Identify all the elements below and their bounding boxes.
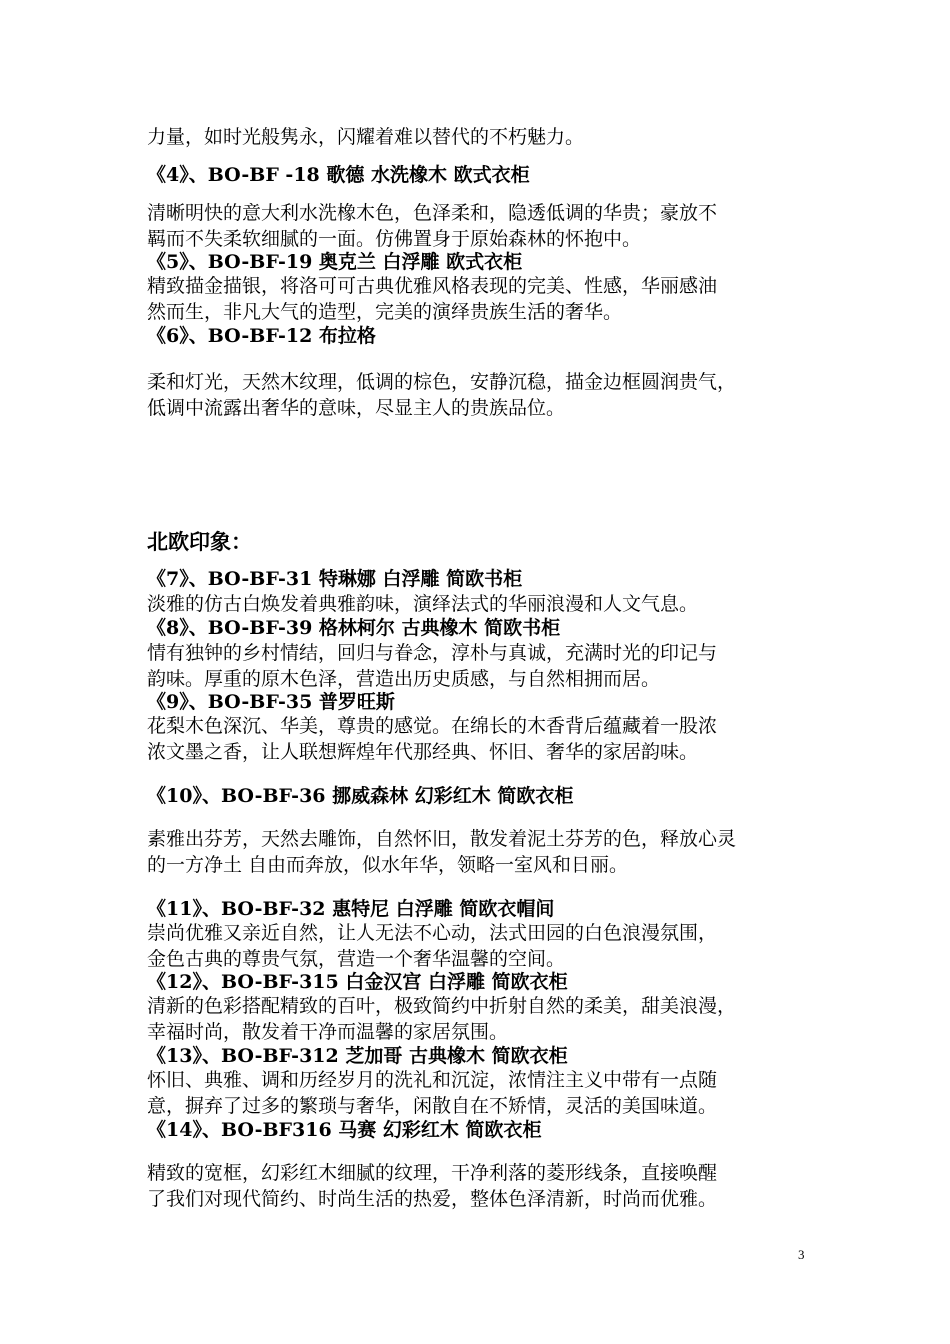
item-12-desc-line: 幸福时尚，散发着干净而温馨的家居氛围。 (147, 1021, 509, 1043)
item-7-heading: 《7》、BO-BF-31 特琳娜 白浮雕 简欧书柜 (147, 568, 523, 590)
item-8-heading: 《8》、BO-BF-39 格林柯尔 古典橡木 简欧书柜 (147, 617, 561, 639)
item-10-desc-line: 素雅出芬芳，天然去雕饰，自然怀旧，散发着泥土芬芳的色，释放心灵 (147, 828, 737, 850)
item-9-heading: 《9》、BO-BF-35 普罗旺斯 (147, 691, 395, 713)
item-5-heading: 《5》、BO-BF-19 奥克兰 白浮雕 欧式衣柜 (147, 251, 523, 273)
item-9-desc-line: 浓文墨之香，让人联想辉煌年代那经典、怀旧、奢华的家居韵味。 (147, 741, 699, 763)
item-14-desc-line: 精致的宽框，幻彩红木细腻的纹理，干净利落的菱形线条，直接唤醒 (147, 1162, 718, 1184)
item-6-heading: 《6》、BO-BF-12 布拉格 (147, 325, 376, 347)
item-11-heading: 《11》、BO-BF-32 惠特尼 白浮雕 简欧衣帽间 (147, 898, 555, 920)
item-12-heading: 《12》、BO-BF-315 白金汉宫 白浮雕 简欧衣柜 (147, 971, 568, 993)
item-5-desc-line: 精致描金描银，将洛可可古典优雅风格表现的完美、性感，华丽感油 (147, 275, 718, 297)
item-5-desc-line: 然而生，非凡大气的造型，完美的演绎贵族生活的奢华。 (147, 301, 623, 323)
item-13-heading: 《13》、BO-BF-312 芝加哥 古典橡木 简欧衣柜 (147, 1045, 568, 1067)
item-8-desc-line: 情有独钟的乡村情结，回归与眷念，淳朴与真诚，充满时光的印记与 (147, 642, 718, 664)
item-4-heading: 《4》、BO-BF -18 歌德 水洗橡木 欧式衣柜 (147, 164, 530, 186)
item-13-desc-line: 意，摒弃了过多的繁琐与奢华，闲散自在不矫情，灵活的美国味道。 (147, 1095, 718, 1117)
item-6-desc-line: 柔和灯光，天然木纹理，低调的棕色，安静沉稳，描金边框圆润贵气， (147, 371, 737, 393)
item-4-desc-line: 清晰明快的意大利水洗橡木色，色泽柔和，隐透低调的华贵；豪放不 (147, 202, 718, 224)
item-11-desc-line: 金色古典的尊贵气氛，营造一个奢华温馨的空间。 (147, 948, 566, 970)
item-14-desc-line: 了我们对现代简约、时尚生活的热爱，整体色泽清新，时尚而优雅。 (147, 1188, 718, 1210)
item-10-desc-line: 的一方净土 自由而奔放，似水年华，领略一室风和日丽。 (147, 854, 629, 876)
page-number: 3 (798, 1247, 805, 1262)
item-11-desc-line: 崇尚优雅又亲近自然，让人无法不心动，法式田园的白色浪漫氛围， (147, 922, 718, 944)
item-13-desc-line: 怀旧、典雅、调和历经岁月的洗礼和沉淀，浓情注主义中带有一点随 (147, 1069, 718, 1091)
item-4-desc-line: 羁而不失柔软细腻的一面。仿佛置身于原始森林的怀抱中。 (147, 228, 642, 250)
item-8-desc-line: 韵味。厚重的原木色泽，营造出历史质感，与自然相拥而居。 (147, 668, 661, 690)
item-12-desc-line: 清新的色彩搭配精致的百叶，极致简约中折射自然的柔美，甜美浪漫， (147, 995, 737, 1017)
item-6-desc-line: 低调中流露出奢华的意味，尽显主人的贵族品位。 (147, 397, 566, 419)
item-14-heading: 《14》、BO-BF316 马赛 幻彩红木 简欧衣柜 (147, 1119, 542, 1141)
section-title: 北欧印象： (147, 530, 252, 554)
item-7-desc-line: 淡雅的仿古白焕发着典雅韵味，演绎法式的华丽浪漫和人文气息。 (147, 593, 699, 615)
item-9-desc-line: 花梨木色深沉、华美，尊贵的感觉。在绵长的木香背后蕴藏着一股浓 (147, 715, 718, 737)
item-10-heading: 《10》、BO-BF-36 挪威森林 幻彩红木 简欧衣柜 (147, 785, 574, 807)
paragraph-line: 力量，如时光般隽永，闪耀着难以替代的不朽魅力。 (147, 126, 585, 148)
